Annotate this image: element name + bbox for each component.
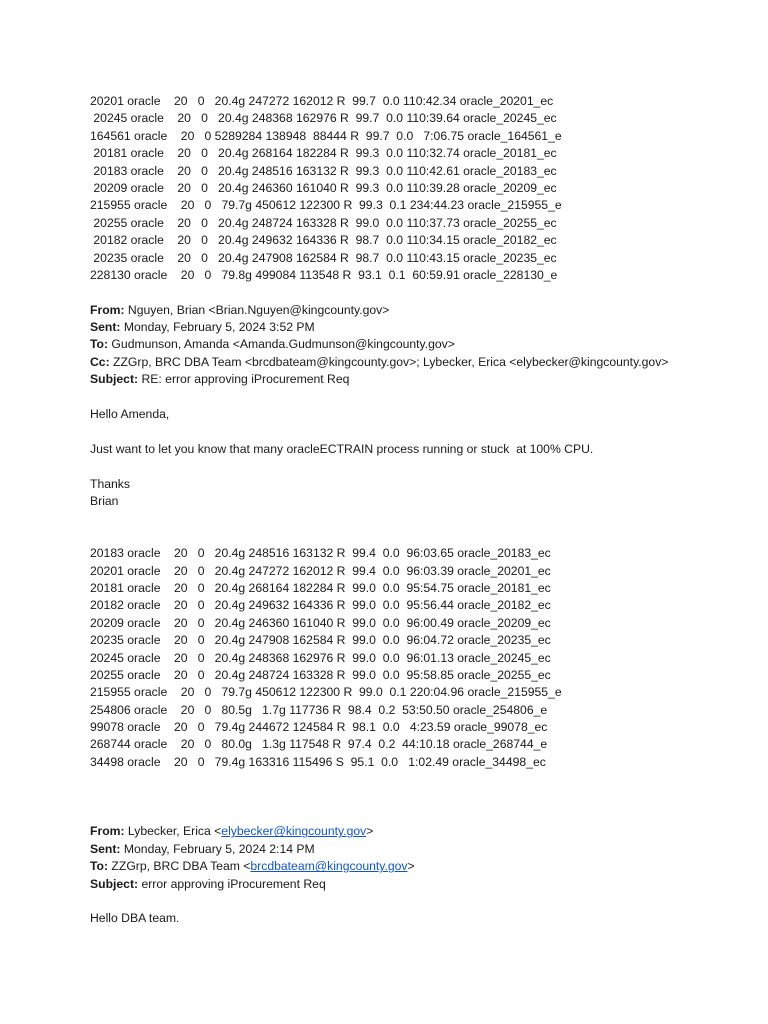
email-document <box>90 93 760 928</box>
email-2-greeting: Hello DBA team. <box>90 911 180 926</box>
spacer <box>90 893 760 910</box>
process-row: 20245 oracle 20 0 20.4g 248368 162976 R 99.7 0.0 110:39.64 oracle_20245_ec <box>90 111 557 126</box>
process-row: 20182 oracle 20 0 20.4g 249632 164336 R 99.0 0.0 95:56.44 oracle_20182_ec <box>90 598 551 613</box>
process-row: 20245 oracle 20 0 20.4g 248368 162976 R 99.0 0.0 96:01.13 oracle_20245_ec <box>90 650 551 665</box>
from-label: From: <box>90 824 125 839</box>
spacer <box>90 510 760 545</box>
email-1-greeting: Hello Amenda, <box>90 407 170 422</box>
process-table-1 <box>90 93 760 284</box>
process-row: 228130 oracle 20 0 79.8g 499084 113548 R 93.1 0.1 60:59.91 oracle_228130_e <box>90 267 558 282</box>
process-row: 20235 oracle 20 0 20.4g 247908 162584 R 98.7 0.0 110:43.15 oracle_20235_ec <box>90 250 557 265</box>
process-row: 20183 oracle 20 0 20.4g 248516 163132 R 99.4 0.0 96:03.65 oracle_20183_ec <box>90 546 551 561</box>
cc-line <box>90 354 760 371</box>
spacer <box>90 771 760 823</box>
spacer <box>90 423 760 440</box>
cc-label: Cc: <box>90 354 110 369</box>
process-row: 20183 oracle 20 0 20.4g 248516 163132 R 99.3 0.0 110:42.61 oracle_20183_ec <box>90 163 557 178</box>
from-suffix: > <box>366 824 374 839</box>
from-label: From: <box>90 302 125 317</box>
email-1-signature: Brian <box>90 493 119 508</box>
subject-line <box>90 371 760 388</box>
process-table-2 <box>90 545 760 771</box>
to-suffix: > <box>407 859 415 874</box>
from-line <box>90 823 760 840</box>
sent-line <box>90 319 760 336</box>
process-row: 20201 oracle 20 0 20.4g 247272 162012 R 99.4 0.0 96:03.39 oracle_20201_ec <box>90 563 551 578</box>
subject-value: error approving iProcurement Req <box>138 876 326 891</box>
process-row: 99078 oracle 20 0 79.4g 244672 124584 R 98.1 0.0 4:23.59 oracle_99078_ec <box>90 720 548 735</box>
from-value: Lybecker, Erica < <box>124 824 222 839</box>
process-row: 20255 oracle 20 0 20.4g 248724 163328 R 99.0 0.0 110:37.73 oracle_20255_ec <box>90 215 557 230</box>
spacer <box>90 389 760 406</box>
process-row: 20181 oracle 20 0 20.4g 268164 182284 R 99.3 0.0 110:32.74 oracle_20181_ec <box>90 146 557 161</box>
process-row: 20209 oracle 20 0 20.4g 246360 161040 R 99.0 0.0 96:00.49 oracle_20209_ec <box>90 615 551 630</box>
email-1-header <box>90 302 760 389</box>
process-row: 254806 oracle 20 0 80.5g 1.7g 117736 R 98.4 0.2 53:50.50 oracle_254806_e <box>90 702 548 717</box>
spacer <box>90 284 760 301</box>
from-value: Nguyen, Brian <Brian.Nguyen@kingcounty.gov> <box>124 302 390 317</box>
cc-value: ZZGrp, BRC DBA Team <brcdbateam@kingcounty.gov>; Lybecker, Erica <elybecker@kingcounty.gov> <box>109 354 669 369</box>
from-line <box>90 302 760 319</box>
subject-label: Subject: <box>90 372 139 387</box>
to-value: ZZGrp, BRC DBA Team < <box>108 859 251 874</box>
process-row: 20209 oracle 20 0 20.4g 246360 161040 R 99.3 0.0 110:39.28 oracle_20209_ec <box>90 180 557 195</box>
to-line <box>90 336 760 353</box>
to-email-link[interactable]: brcdbateam@kingcounty.gov <box>250 859 408 874</box>
process-row: 20182 oracle 20 0 20.4g 249632 164336 R 98.7 0.0 110:34.15 oracle_20182_ec <box>90 233 557 248</box>
process-row: 34498 oracle 20 0 79.4g 163316 115496 S 95.1 0.0 1:02.49 oracle_34498_ec <box>90 754 546 769</box>
email-1-signoff: Thanks <box>90 476 130 491</box>
subject-label: Subject: <box>90 876 139 891</box>
to-line <box>90 858 760 875</box>
process-row: 20201 oracle 20 0 20.4g 247272 162012 R 99.7 0.0 110:42.34 oracle_20201_ec <box>90 94 554 108</box>
process-row: 20255 oracle 20 0 20.4g 248724 163328 R 99.0 0.0 95:58.85 oracle_20255_ec <box>90 667 551 682</box>
process-row: 20235 oracle 20 0 20.4g 247908 162584 R 99.0 0.0 96:04.72 oracle_20235_ec <box>90 633 551 648</box>
to-label: To: <box>90 859 109 874</box>
subject-line <box>90 876 760 893</box>
process-row: 215955 oracle 20 0 79.7g 450612 122300 R 99.3 0.1 234:44.23 oracle_215955_e <box>90 198 562 213</box>
sent-label: Sent: <box>90 841 121 856</box>
process-row: 164561 oracle 20 0 5289284 138948 88444 R 99.7 0.0 7:06.75 oracle_164561_e <box>90 128 562 143</box>
sent-label: Sent: <box>90 320 121 335</box>
subject-value: RE: error approving iProcurement Req <box>138 372 350 387</box>
sent-value: Monday, February 5, 2024 3:52 PM <box>120 320 315 335</box>
email-1-body: Just want to let you know that many oracleECTRAIN process running or stuck at 100% CPU. <box>90 441 594 456</box>
spacer <box>90 458 760 475</box>
to-value: Gudmunson, Amanda <Amanda.Gudmunson@kingcounty.gov> <box>108 337 455 352</box>
to-label: To: <box>90 337 109 352</box>
sent-line <box>90 841 760 858</box>
process-row: 20181 oracle 20 0 20.4g 268164 182284 R 99.0 0.0 95:54.75 oracle_20181_ec <box>90 580 551 595</box>
from-email-link[interactable]: elybecker@kingcounty.gov <box>221 824 367 839</box>
email-2-header <box>90 823 760 893</box>
process-row: 215955 oracle 20 0 79.7g 450612 122300 R 99.0 0.1 220:04.96 oracle_215955_e <box>90 685 562 700</box>
sent-value: Monday, February 5, 2024 2:14 PM <box>120 841 315 856</box>
process-row: 268744 oracle 20 0 80.0g 1.3g 117548 R 97.4 0.2 44:10.18 oracle_268744_e <box>90 737 548 752</box>
